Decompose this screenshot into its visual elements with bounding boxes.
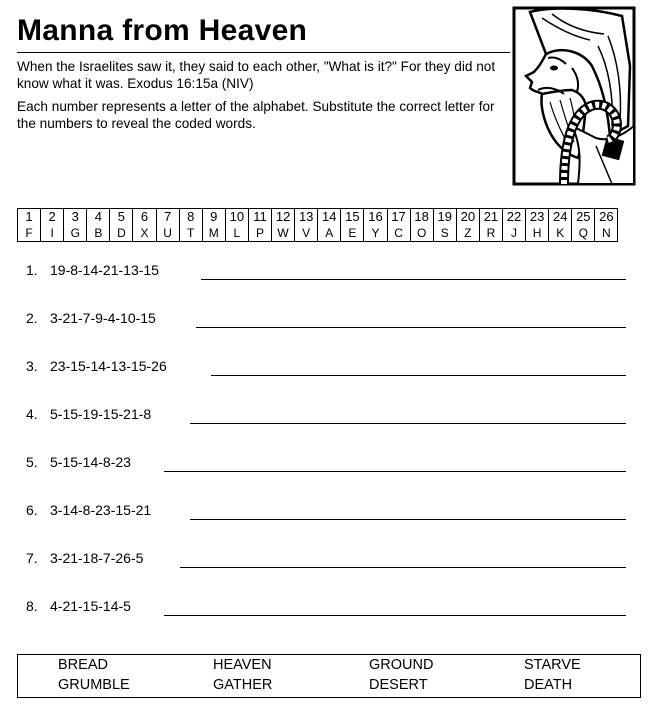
cipher-letter: X	[140, 226, 149, 240]
cipher-number: 14	[322, 209, 337, 224]
cipher-number: 9	[210, 209, 218, 224]
answer-line[interactable]	[164, 615, 626, 616]
cipher-number: 18	[414, 209, 429, 224]
cipher-number: 25	[576, 209, 591, 224]
cipher-cell	[179, 209, 202, 242]
cipher-number: 12	[275, 209, 291, 224]
cipher-cell	[133, 209, 156, 242]
cipher-cell	[526, 209, 549, 242]
cipher-number: 2	[48, 209, 56, 224]
coded-word-item	[26, 310, 156, 327]
cipher-number: 17	[391, 209, 406, 224]
cipher-cell	[341, 209, 364, 242]
cipher-letter: N	[602, 226, 611, 240]
question-number: 8.	[26, 598, 38, 614]
cipher-number: 6	[140, 209, 149, 224]
cipher-number: 1	[25, 209, 33, 224]
cipher-letter: H	[532, 226, 542, 240]
cipher-cell	[248, 209, 271, 242]
title-underline	[17, 52, 510, 53]
coded-word-item	[26, 454, 131, 471]
cipher-cell	[41, 209, 64, 242]
cipher-number: 4	[94, 209, 102, 224]
coded-word-item	[26, 406, 151, 423]
word-bank-item: GATHER	[213, 677, 273, 693]
coded-number-sequence: 5-15-19-15-21-8	[50, 406, 152, 422]
question-number: 6.	[26, 502, 38, 518]
cipher-letter: S	[440, 226, 449, 240]
cipher-letter: P	[255, 226, 264, 240]
cipher-cell	[572, 209, 595, 242]
cipher-letter: V	[302, 226, 311, 240]
cipher-number: 7	[163, 209, 172, 224]
cipher-cell	[433, 209, 456, 242]
answer-line[interactable]	[196, 327, 626, 328]
question-number: 7.	[26, 550, 38, 566]
coded-number-sequence: 4-21-15-14-5	[50, 598, 131, 614]
coded-word-item	[26, 502, 151, 519]
word-bank-item: BREAD	[58, 657, 108, 673]
word-bank	[17, 654, 641, 698]
question-number: 3.	[26, 358, 38, 374]
cipher-cell	[64, 209, 87, 242]
word-bank-item: STARVE	[524, 657, 581, 673]
cipher-cell	[225, 209, 248, 242]
question-number: 5.	[26, 454, 38, 470]
cipher-letter: I	[50, 226, 54, 240]
question-number: 4.	[26, 406, 38, 422]
cipher-cell	[595, 209, 618, 242]
word-bank-item: DESERT	[369, 677, 428, 693]
cipher-number: 24	[552, 209, 568, 224]
cipher-cell	[502, 209, 525, 242]
answer-line[interactable]	[190, 519, 626, 520]
cipher-number: 10	[229, 209, 245, 224]
cipher-letter: F	[25, 226, 33, 240]
cipher-cell	[110, 209, 133, 242]
coded-number-sequence: 23-15-14-13-15-26	[50, 358, 167, 374]
cipher-number: 22	[506, 209, 522, 224]
answer-line[interactable]	[164, 471, 626, 472]
cipher-number: 3	[71, 209, 79, 224]
bearded-man-illustration	[512, 6, 636, 186]
cipher-number: 11	[253, 209, 267, 224]
cipher-letter: M	[208, 226, 219, 240]
cipher-letter: A	[325, 226, 334, 240]
word-bank-item: GROUND	[369, 657, 434, 673]
coded-word-item	[26, 550, 143, 567]
cipher-number: 26	[599, 209, 614, 224]
cipher-cell	[18, 209, 41, 242]
cipher-letter: D	[117, 226, 126, 240]
question-number: 2.	[26, 310, 38, 326]
coded-word-item	[26, 598, 131, 615]
cipher-number: 23	[529, 209, 545, 224]
cipher-letter: G	[70, 226, 80, 240]
cipher-cell	[549, 209, 572, 242]
cipher-number: 15	[345, 209, 360, 224]
cipher-cell	[318, 209, 341, 242]
cipher-number: 5	[117, 209, 126, 224]
word-bank-item: HEAVEN	[213, 657, 272, 673]
answer-line[interactable]	[180, 567, 626, 568]
cipher-cell	[87, 209, 110, 242]
word-bank-item: GRUMBLE	[58, 677, 130, 693]
verse-text: When the Israelites saw it, they said to each other, "What is it?" For they did not know what it was. Exodus 16:15a (NIV)	[17, 59, 496, 91]
cipher-letter: W	[277, 226, 289, 240]
coded-number-sequence: 5-15-14-8-23	[50, 454, 131, 470]
cipher-cell	[295, 209, 318, 242]
question-number: 1.	[26, 262, 38, 278]
cipher-cell	[272, 209, 295, 242]
instructions-text: Each number represents a letter of the alphabet. Substitute the correct letter for the numbers to reveal the coded words.	[17, 99, 495, 131]
cipher-letter: B	[94, 226, 103, 240]
cipher-cell	[202, 209, 225, 242]
cipher-cell	[387, 209, 410, 242]
cipher-letter: E	[348, 226, 357, 240]
cipher-letter: R	[486, 226, 496, 240]
coded-word-item	[26, 262, 159, 279]
cipher-cell	[410, 209, 433, 242]
cipher-key-table	[17, 208, 618, 242]
cipher-letter: Z	[464, 226, 472, 240]
coded-number-sequence: 3-14-8-23-15-21	[50, 502, 152, 518]
worksheet-title: Manna from Heaven	[17, 14, 308, 47]
cipher-letter: C	[394, 226, 403, 240]
cipher-cell	[156, 209, 179, 242]
cipher-letter: O	[416, 226, 427, 240]
coded-number-sequence: 3-21-18-7-26-5	[50, 550, 144, 566]
cipher-letter: L	[233, 226, 241, 240]
cipher-cell	[456, 209, 479, 242]
cipher-letter: U	[163, 226, 172, 240]
cipher-letter: T	[187, 226, 195, 240]
cipher-number: 19	[437, 209, 452, 224]
cipher-number: 13	[298, 209, 314, 224]
cipher-number: 16	[368, 209, 383, 224]
coded-number-sequence: 19-8-14-21-13-15	[50, 262, 159, 278]
word-bank-item: DEATH	[524, 677, 573, 693]
cipher-letter: J	[511, 226, 518, 240]
answer-line[interactable]	[190, 423, 626, 424]
cipher-number: 8	[187, 209, 195, 224]
cipher-letter: Y	[371, 226, 380, 240]
cipher-letter: K	[556, 226, 565, 240]
answer-line[interactable]	[211, 375, 626, 376]
coded-word-item	[26, 358, 167, 375]
cipher-number: 21	[483, 209, 499, 224]
cipher-number: 20	[460, 209, 476, 224]
coded-number-sequence: 3-21-7-9-4-10-15	[50, 310, 156, 326]
cipher-letter: Q	[578, 226, 588, 240]
cipher-cell	[479, 209, 502, 242]
cipher-cell	[364, 209, 387, 242]
answer-line[interactable]	[201, 279, 626, 280]
